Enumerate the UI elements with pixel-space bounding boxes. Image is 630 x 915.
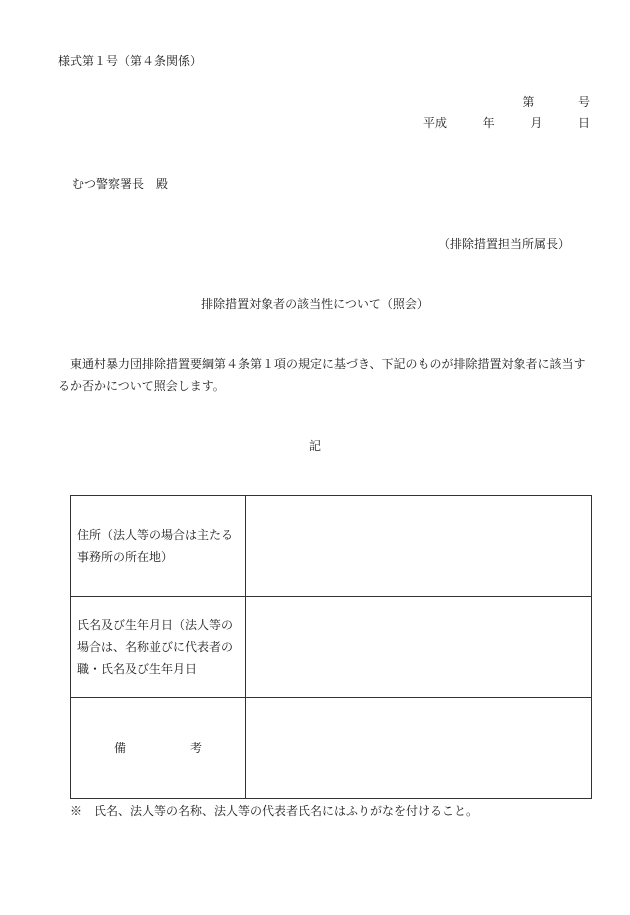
remarks-value[interactable] [246, 698, 592, 799]
document-title: 排除措置対象者の該当性について（照会） [201, 297, 429, 311]
date-line [423, 114, 590, 131]
number-go: 号 [577, 95, 590, 109]
remarks-char-2: 考 [190, 741, 203, 755]
address-value[interactable] [246, 496, 592, 597]
body-paragraph: 東通村暴力団排除措置要綱第４条第１項の規定に基づき、下記のものが排除措置対象者に該当するか否かについて照会します。 [58, 357, 586, 393]
date-year: 年 [482, 116, 495, 130]
number-dai: 第 [522, 95, 535, 109]
inquiry-table [70, 495, 592, 799]
date-era: 平成 [422, 116, 447, 130]
remarks-label [71, 698, 246, 799]
form-number-label: 様式第１号（第４条関係） [58, 54, 203, 68]
name-birthdate-label: 氏名及び生年月日（法人等の場合は、名称並びに代表者の職・氏名及び生年月日 [71, 597, 246, 698]
table-row-name [71, 597, 592, 698]
footnote: ※ 氏名、法人等の名称、法人等の代表者氏名にはふりがなを付けること。 [70, 804, 479, 818]
address-label: 住所（法人等の場合は主たる事務所の所在地） [71, 496, 246, 597]
sender: （排除措置担当所属長） [437, 237, 570, 251]
name-birthdate-value[interactable] [246, 597, 592, 698]
date-month: 月 [530, 116, 543, 130]
date-day: 日 [577, 116, 590, 130]
document-number-line [522, 93, 590, 110]
table-row-remarks [71, 698, 592, 799]
remarks-char-1: 備 [113, 741, 126, 755]
ki-heading: 記 [308, 439, 321, 453]
table-row-address [71, 496, 592, 597]
addressee: むつ警察署長 殿 [72, 177, 169, 191]
